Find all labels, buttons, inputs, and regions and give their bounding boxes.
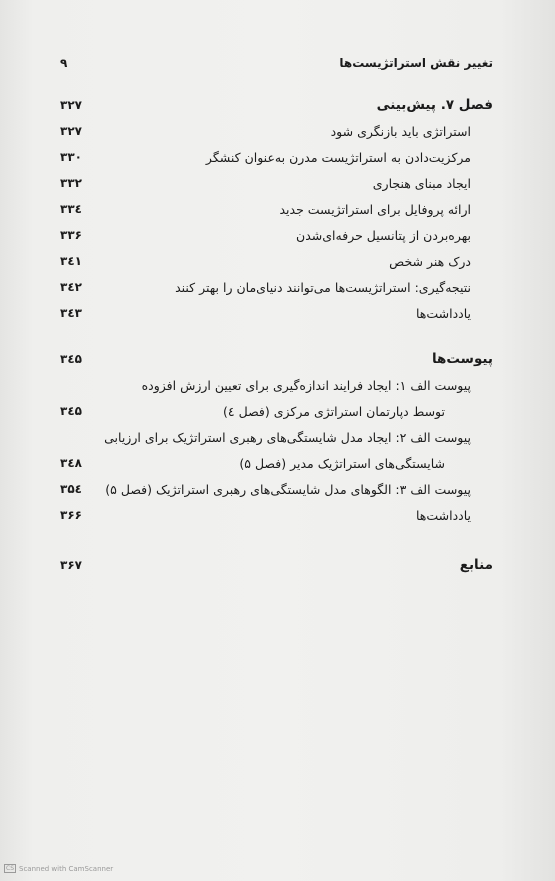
- toc-entry-page: ۳۲۷: [60, 124, 82, 138]
- toc-entry-page: ۳٤۳: [60, 306, 82, 320]
- page-number: ۹: [60, 56, 68, 70]
- toc-entry: [60, 222, 493, 248]
- toc-entry: [60, 144, 493, 170]
- toc-entry-text: شایستگی‌های استراتژیک مدیر (فصل ۵): [239, 455, 445, 471]
- toc-entry: [60, 300, 493, 326]
- toc-entry-text: پیوست الف ۱: ایجاد فرایند اندازه‌گیری برای تعیین ارزش افزوده: [141, 377, 471, 393]
- toc-entry-text: استراتژی باید بازنگری شود: [330, 123, 471, 139]
- toc-entry-text: مرکزیت‌دادن به استراتژیست مدرن به‌عنوان کنشگر: [205, 149, 471, 165]
- running-title: تغییر نقش استراتژیست‌ها: [339, 56, 493, 70]
- toc-entry-page: ۳۶۷: [60, 558, 82, 572]
- toc-chapter-7: [60, 92, 493, 118]
- table-of-contents: [60, 92, 493, 578]
- toc-entry: [60, 118, 493, 144]
- toc-entry-text: یادداشت‌ها: [415, 507, 471, 523]
- toc-entry-text: منابع: [459, 557, 493, 573]
- toc-entry: [60, 248, 493, 274]
- toc-entry: [60, 424, 493, 450]
- toc-entry-page: ۳٤۲: [60, 280, 82, 294]
- toc-entry-page: ۳٤۵: [60, 352, 82, 366]
- toc-entry: [60, 170, 493, 196]
- toc-sources: [60, 552, 493, 578]
- toc-entry-page: ۳۳۲: [60, 176, 82, 190]
- toc-entry-text: پیوست الف ۳: الگوهای مدل شایستگی‌های رهبری استراتژیک (فصل ۵): [105, 481, 471, 497]
- toc-entry-text: درک هنر شخص: [389, 253, 471, 269]
- watermark-text: Scanned with CamScanner: [19, 864, 114, 873]
- toc-entry-text: یادداشت‌ها: [415, 305, 471, 321]
- toc-entry-page: ۳۳۶: [60, 228, 82, 242]
- toc-entry-page: ۳۳٤: [60, 202, 82, 216]
- camscanner-logo: CS: [6, 865, 14, 872]
- toc-entry-text: نتیجه‌گیری: استراتژیست‌ها می‌توانند دنیای‌مان را بهتر کنند: [175, 279, 471, 295]
- toc-entry-text: بهره‌بردن از پتانسیل حرفه‌ای‌شدن: [296, 227, 471, 243]
- toc-entry: [60, 274, 493, 300]
- toc-entry-page: ۳۲۷: [60, 98, 82, 112]
- toc-entry-text: فصل ۷. پیش‌بینی: [376, 97, 493, 113]
- scanner-watermark: [4, 864, 113, 873]
- toc-entry-text: ایجاد مبنای هنجاری: [372, 175, 471, 191]
- toc-entry-text: ارائه پروفایل برای استراتژیست جدید: [279, 201, 471, 217]
- toc-entry-continued: [60, 450, 493, 476]
- toc-entry-text: توسط دپارتمان استراتژی مرکزی (فصل ٤): [223, 403, 445, 419]
- toc-entry: [60, 372, 493, 398]
- toc-entry-text: پیوست‌ها: [431, 351, 493, 367]
- toc-entry-page: ۳٤۸: [60, 456, 82, 470]
- toc-appendices: [60, 346, 493, 372]
- toc-entry: [60, 476, 493, 502]
- toc-entry-text: پیوست الف ۲: ایجاد مدل شایستگی‌های رهبری استراتژیک برای ارزیابی: [104, 429, 471, 445]
- running-header: [60, 52, 493, 74]
- toc-entry: [60, 196, 493, 222]
- toc-entry-page: ۳۳۰: [60, 150, 82, 164]
- toc-entry-page: ۳۵٤: [60, 482, 82, 496]
- toc-entry-continued: [60, 398, 493, 424]
- toc-entry-page: ۳۶۶: [60, 508, 82, 522]
- toc-entry: [60, 502, 493, 528]
- toc-entry-page: ۳٤۱: [60, 254, 82, 268]
- toc-entry-page: ۳٤۵: [60, 404, 82, 418]
